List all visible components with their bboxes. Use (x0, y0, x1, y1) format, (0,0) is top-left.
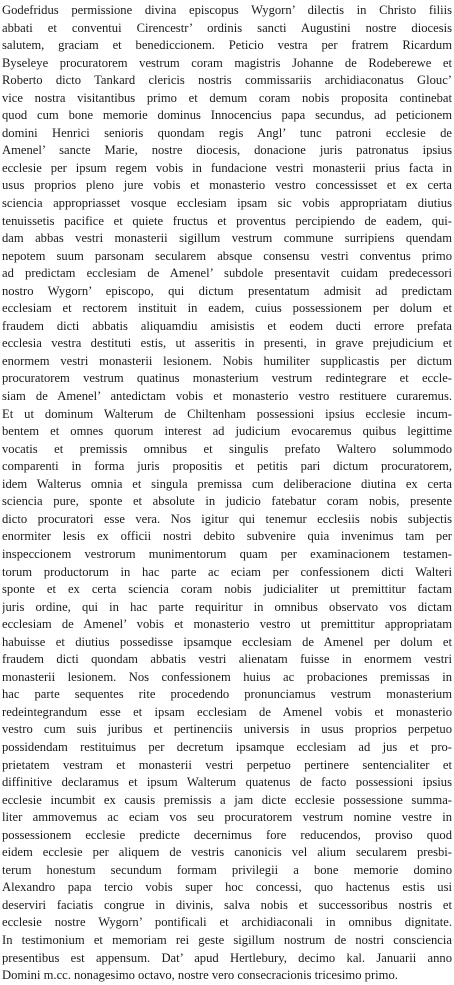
text-line: ecclesie per ipsum regem vobis in fundacione vestri monasterii prius facta in (2, 160, 452, 175)
text-line: Amenel’ sancte Marie, nostre diocesis, donacione juris patronatus ipsius (2, 143, 452, 158)
text-line: Domini m.cc. nonagesimo octavo, nostre vero consecracionis tricesimo primo. (2, 968, 398, 983)
text-line: tenuissetis pacifice et quiete fructus et proventus percipiendo de eadem, qui- (2, 213, 452, 228)
text-line: inspeccionem vestrorum munimentorum quam per examinacionem testamen- (2, 546, 452, 561)
text-line: quod cum bone memorie dominus Innocencius papa secundus, ad peticionem (2, 108, 452, 123)
text-line: dam abbas vestri monasterii sigillum vestrum commune surripiens quendam (2, 231, 452, 246)
text-line: terum honestum secundum formam privilegii a bone memorie domino (2, 862, 452, 877)
text-line: sciencia pure, sponte et absolute in judicio fatebatur coram nobis, presente (2, 494, 452, 509)
text-line: bentem et omnes quorum interest ad judicium evocaremus quibus legittime (2, 424, 452, 439)
text-line: hac parte sequentes rite procedendo pronunciamus vestrum monasterium (2, 687, 452, 702)
text-line: sciencia appropriasset vosque ecclesiam ipsam sic vobis appropriatam diutius (2, 196, 452, 211)
text-line: possidendam restituimus per decretum ipsamque ecclesiam ad jus et pro- (2, 739, 452, 754)
text-line: diffinitive declaramus et ipsum Walterum quatenus de facto possessioni ipsius (2, 775, 452, 790)
text-line: ad predictam ecclesiam de Amenel’ subdole presentavit cuidam predecessori (2, 266, 452, 281)
text-line: comparenti in forma juris propositis et petitis pari dictum procuratorem, (2, 459, 452, 474)
text-line: presentibus est appensum. Dat’ apud Hertlebury, decimo kal. Januarii anno (2, 950, 452, 965)
text-line: salutem, graciam et benediccionem. Peticio vestra per fratrem Ricardum (2, 38, 452, 53)
text-line: siam de Amenel’ antedictam vobis et monasterio vestro restituere curaremus. (2, 389, 452, 404)
text-line: vocatis et premissis omnibus et singulis prefato Waltero solummodo (2, 441, 452, 456)
text-line: enormem vestri monasterii lesionem. Nobis humiliter supplicastis per dictum (2, 353, 452, 368)
text-line: deserviri faciatis congrue in divinis, salva nobis et successoribus nostris et (2, 897, 452, 912)
text-line: vice nostra visitantibus primo et demum coram nobis proposita continebat (2, 90, 452, 105)
text-line: dicto procuratori esse vera. Nos igitur qui tenemur ecclesiis nobis subjectis (2, 511, 452, 526)
text-line: abbati et conventui Cirencestr’ ordinis sancti Augustini nostre diocesis (2, 20, 452, 35)
text-line: ecclesie nostre Wygorn’ pontificali et archidiaconali in omnibus dignitate. (2, 915, 452, 930)
text-line: Roberto dicto Tankard clericis nostris commissariis archidiaconatus Glouc’ (2, 73, 452, 88)
text-line: usus proprios pleno jure vobis et monasterio vestro concessisset et ex certa (2, 178, 452, 193)
text-line: possessionem ecclesie predicte decernimus fore reducendos, proviso quod (2, 827, 452, 842)
charter-text (2, 2, 452, 985)
text-line: redeintegrandum esse et ipsam ecclesiam de Amenel vobis et monasterio (2, 704, 452, 719)
text-line: In testimonium et memoriam rei geste sigillum nostrum de nostri consciencia (2, 932, 452, 947)
text-line: torum productorum in hac parte ac eciam per confessionem dicti Walteri (2, 564, 452, 579)
text-line: habuisse et diutius possedisse ipsamque ecclesiam de Amenel per dolum et (2, 634, 452, 649)
text-line: eidem ecclesie per aliquem de vestris canonicis vel alium secularem presbi- (2, 845, 452, 860)
text-line: prietatem vestram et monasterii vestri perpetuo pertinere sentencialiter et (2, 757, 452, 772)
text-line: sponte et ex certa sciencia coram nobis judicialiter ut premittitur factam (2, 582, 452, 597)
text-line: ecclesiam de Amenel’ vobis et monasterio vestro ut premittitur appropriatam (2, 617, 452, 632)
text-line: procuratorem vestrum quatinus monasterium vestrum redintegrare et eccle- (2, 371, 452, 386)
text-line: nostro Wygorn’ episcopo, qui dictum presentatum admisit ad predictam (2, 283, 452, 298)
text-line: juris ordine, qui in hac parte requiritur in omnibus observato vos dictam (2, 599, 452, 614)
text-line: enormiter lesis ex officii nostri debito subvenire quia invenimus tam per (2, 529, 452, 544)
text-line: vestro cum suis juribus et pertinenciis universis in usus proprios perpetuo (2, 722, 452, 737)
text-line: fraudem dicti abbatis aliquamdiu amisistis et eodem ducti errore prefata (2, 318, 452, 333)
text-line: Alexandro papa tercio vobis super hoc concessi, quo hactenus estis usi (2, 880, 452, 895)
text-line: Godefridus permissione divina episcopus Wygorn’ dilectis in Christo filiis (2, 3, 452, 17)
text-line: ecclesiam et rectorem instituit in eadem, cuius possessionem per dolum et (2, 301, 452, 316)
text-line: nepotem suum parsonam secularem absque consensu vestri conventus primo (2, 248, 452, 263)
text-line: Et ut dominum Walterum de Chiltenham possessioni ipsius ecclesie incum- (2, 406, 452, 421)
text-line: monasterii lesionem. Nos confessionem huius ac probaciones premissas in (2, 669, 452, 684)
text-line: ecclesia vestra destituti estis, ut asseritis in presenti, in grave prejudicium et (2, 336, 452, 351)
text-line: Byseleye procuratorem vestrum coram magistris Johanne de Rodeberewe et (2, 55, 452, 70)
text-line: domini Henrici senioris quondam regis Angl’ tunc patroni ecclesie de (2, 125, 452, 140)
text-line: fraudem dicti quondam abbatis vestri alienatam fuisse in enormem vestri (2, 652, 452, 667)
document-page (2, 2, 452, 983)
text-line: idem Walterus omnia et singula premissa cum deliberacione diutina ex certa (2, 476, 452, 491)
text-line: ecclesie incumbit ex causis premissis a jam dicte ecclesie possessione summa- (2, 792, 452, 807)
text-line: liter ammovemus ac eciam vos seu procuratorem vestrum nomine vestre in (2, 810, 452, 825)
